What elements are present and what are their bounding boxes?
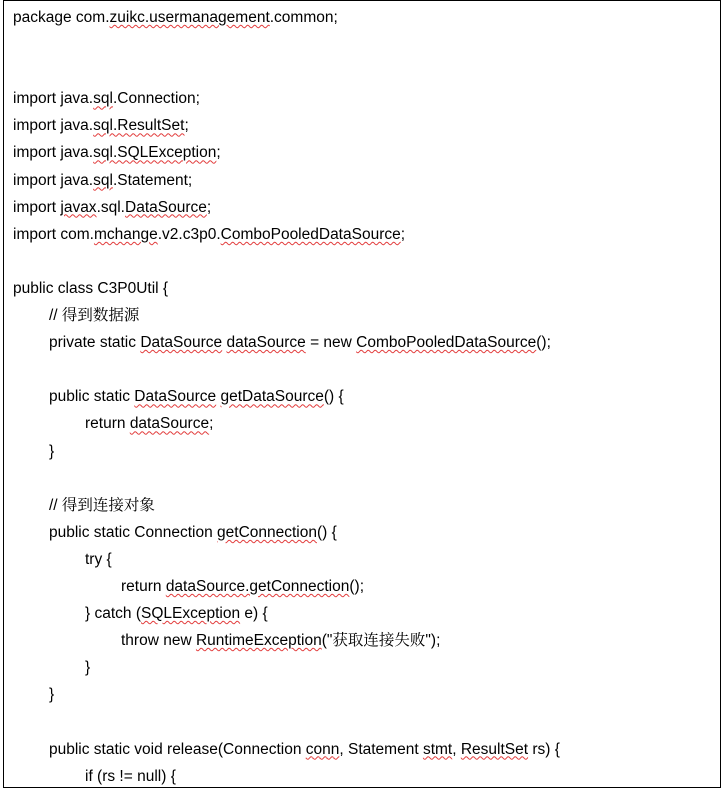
- code-text: package com.: [13, 9, 110, 26]
- code-line: [13, 600, 716, 627]
- code-text: .v2.c3p0.: [157, 225, 221, 243]
- code-line: [13, 85, 716, 112]
- code-text: // 得到连接对象: [49, 496, 155, 514]
- spellcheck-flagged-text: sql: [93, 90, 113, 108]
- code-block: [13, 4, 716, 788]
- code-text: public static: [49, 388, 135, 406]
- code-text: .common;: [269, 9, 338, 26]
- code-line: [13, 438, 716, 465]
- spellcheck-flagged-text: DataSource: [125, 198, 207, 216]
- code-line: [13, 383, 716, 410]
- code-text: }: [85, 659, 91, 677]
- spellcheck-flagged-text: dataSource.getConnection: [165, 577, 350, 595]
- spellcheck-flagged-text: javax: [60, 198, 97, 216]
- code-text: } catch (: [85, 605, 141, 623]
- blank-line: [13, 356, 716, 383]
- code-text: , Statement: [339, 740, 423, 758]
- spellcheck-flagged-text: getConnection: [217, 523, 317, 541]
- code-text: import java.: [13, 144, 94, 162]
- code-text: public static Connection: [49, 523, 218, 541]
- spellcheck-flagged-text: sql.SQLException: [93, 144, 217, 162]
- spellcheck-flagged-text: ComboPooledDataSource: [356, 334, 537, 352]
- code-text: public static void release(Connection: [49, 740, 306, 758]
- spellcheck-flagged-text: ResultSet: [460, 740, 529, 758]
- code-text: throw new: [121, 632, 196, 650]
- code-line: [13, 139, 716, 166]
- spellcheck-flagged-text: dataSource: [226, 334, 306, 352]
- code-line: [13, 763, 716, 788]
- document-frame: [3, 0, 721, 788]
- spellcheck-flagged-text: sql.ResultSet: [93, 117, 185, 135]
- code-line: [13, 573, 716, 600]
- code-line: [13, 194, 716, 221]
- code-text: ;: [184, 117, 189, 135]
- code-line: [13, 654, 716, 681]
- code-text: e) {: [240, 605, 268, 623]
- code-text: }: [49, 686, 55, 704]
- code-text: try {: [85, 550, 112, 568]
- code-text: = new: [305, 334, 357, 352]
- code-line: [13, 167, 716, 194]
- code-line: [13, 112, 716, 139]
- code-line: [13, 627, 716, 654]
- code-text: return: [85, 415, 130, 433]
- code-text: return: [121, 577, 166, 595]
- spellcheck-flagged-text: DataSource: [134, 388, 217, 406]
- spellcheck-flagged-text: getDataSource: [220, 388, 324, 406]
- code-text: import java.: [13, 117, 94, 135]
- spellcheck-flagged-text: dataSource: [129, 415, 210, 433]
- code-text: ,: [452, 740, 461, 758]
- code-line: [13, 410, 716, 437]
- spellcheck-flagged-text: ComboPooledDataSource: [220, 225, 401, 243]
- spellcheck-flagged-text: SQLException: [141, 605, 241, 623]
- code-text: () {: [323, 388, 344, 406]
- code-text: import: [13, 198, 61, 216]
- code-text: import com.: [13, 225, 94, 243]
- code-text: .Statement;: [112, 171, 193, 189]
- code-text: if (rs != null) {: [85, 767, 176, 785]
- code-line: [13, 275, 716, 302]
- spellcheck-flagged-text: RuntimeException: [195, 632, 322, 650]
- code-text: // 得到数据源: [49, 307, 140, 325]
- spellcheck-flagged-text: stmt: [422, 740, 453, 758]
- code-line: [13, 546, 716, 573]
- code-text: ;: [209, 415, 214, 433]
- code-line: [13, 736, 716, 763]
- code-line: [13, 519, 716, 546]
- code-line: [13, 302, 716, 329]
- code-text: ();: [349, 577, 365, 595]
- code-text: }: [49, 442, 55, 460]
- code-text: ;: [206, 198, 212, 216]
- code-line: [13, 221, 716, 248]
- spellcheck-flagged-text: conn: [305, 740, 340, 758]
- spellcheck-flagged-text: sql: [93, 171, 113, 189]
- code-text: private static: [49, 334, 141, 352]
- code-line: [13, 329, 716, 356]
- code-text: .Connection;: [112, 90, 200, 108]
- code-text: import java.: [13, 90, 94, 108]
- blank-line: [13, 58, 716, 85]
- code-line: [13, 4, 716, 31]
- code-text: ;: [400, 225, 406, 243]
- code-text: .sql.: [96, 198, 125, 216]
- code-text: ("获取连接失败");: [321, 632, 441, 650]
- blank-line: [13, 465, 716, 492]
- code-text: ();: [536, 334, 551, 352]
- code-line: [13, 492, 716, 519]
- code-text: import java.: [13, 171, 94, 189]
- spellcheck-flagged-text: mchange: [93, 225, 158, 243]
- blank-line: [13, 31, 716, 58]
- spellcheck-flagged-text: zuikc.usermanagement: [109, 9, 270, 26]
- code-text: public class C3P0Util {: [13, 279, 169, 297]
- code-line: [13, 681, 716, 708]
- code-text: rs) {: [528, 740, 560, 758]
- blank-line: [13, 708, 716, 735]
- code-text: () {: [316, 523, 337, 541]
- spellcheck-flagged-text: DataSource: [140, 334, 223, 352]
- code-text: ;: [216, 144, 221, 162]
- blank-line: [13, 248, 716, 275]
